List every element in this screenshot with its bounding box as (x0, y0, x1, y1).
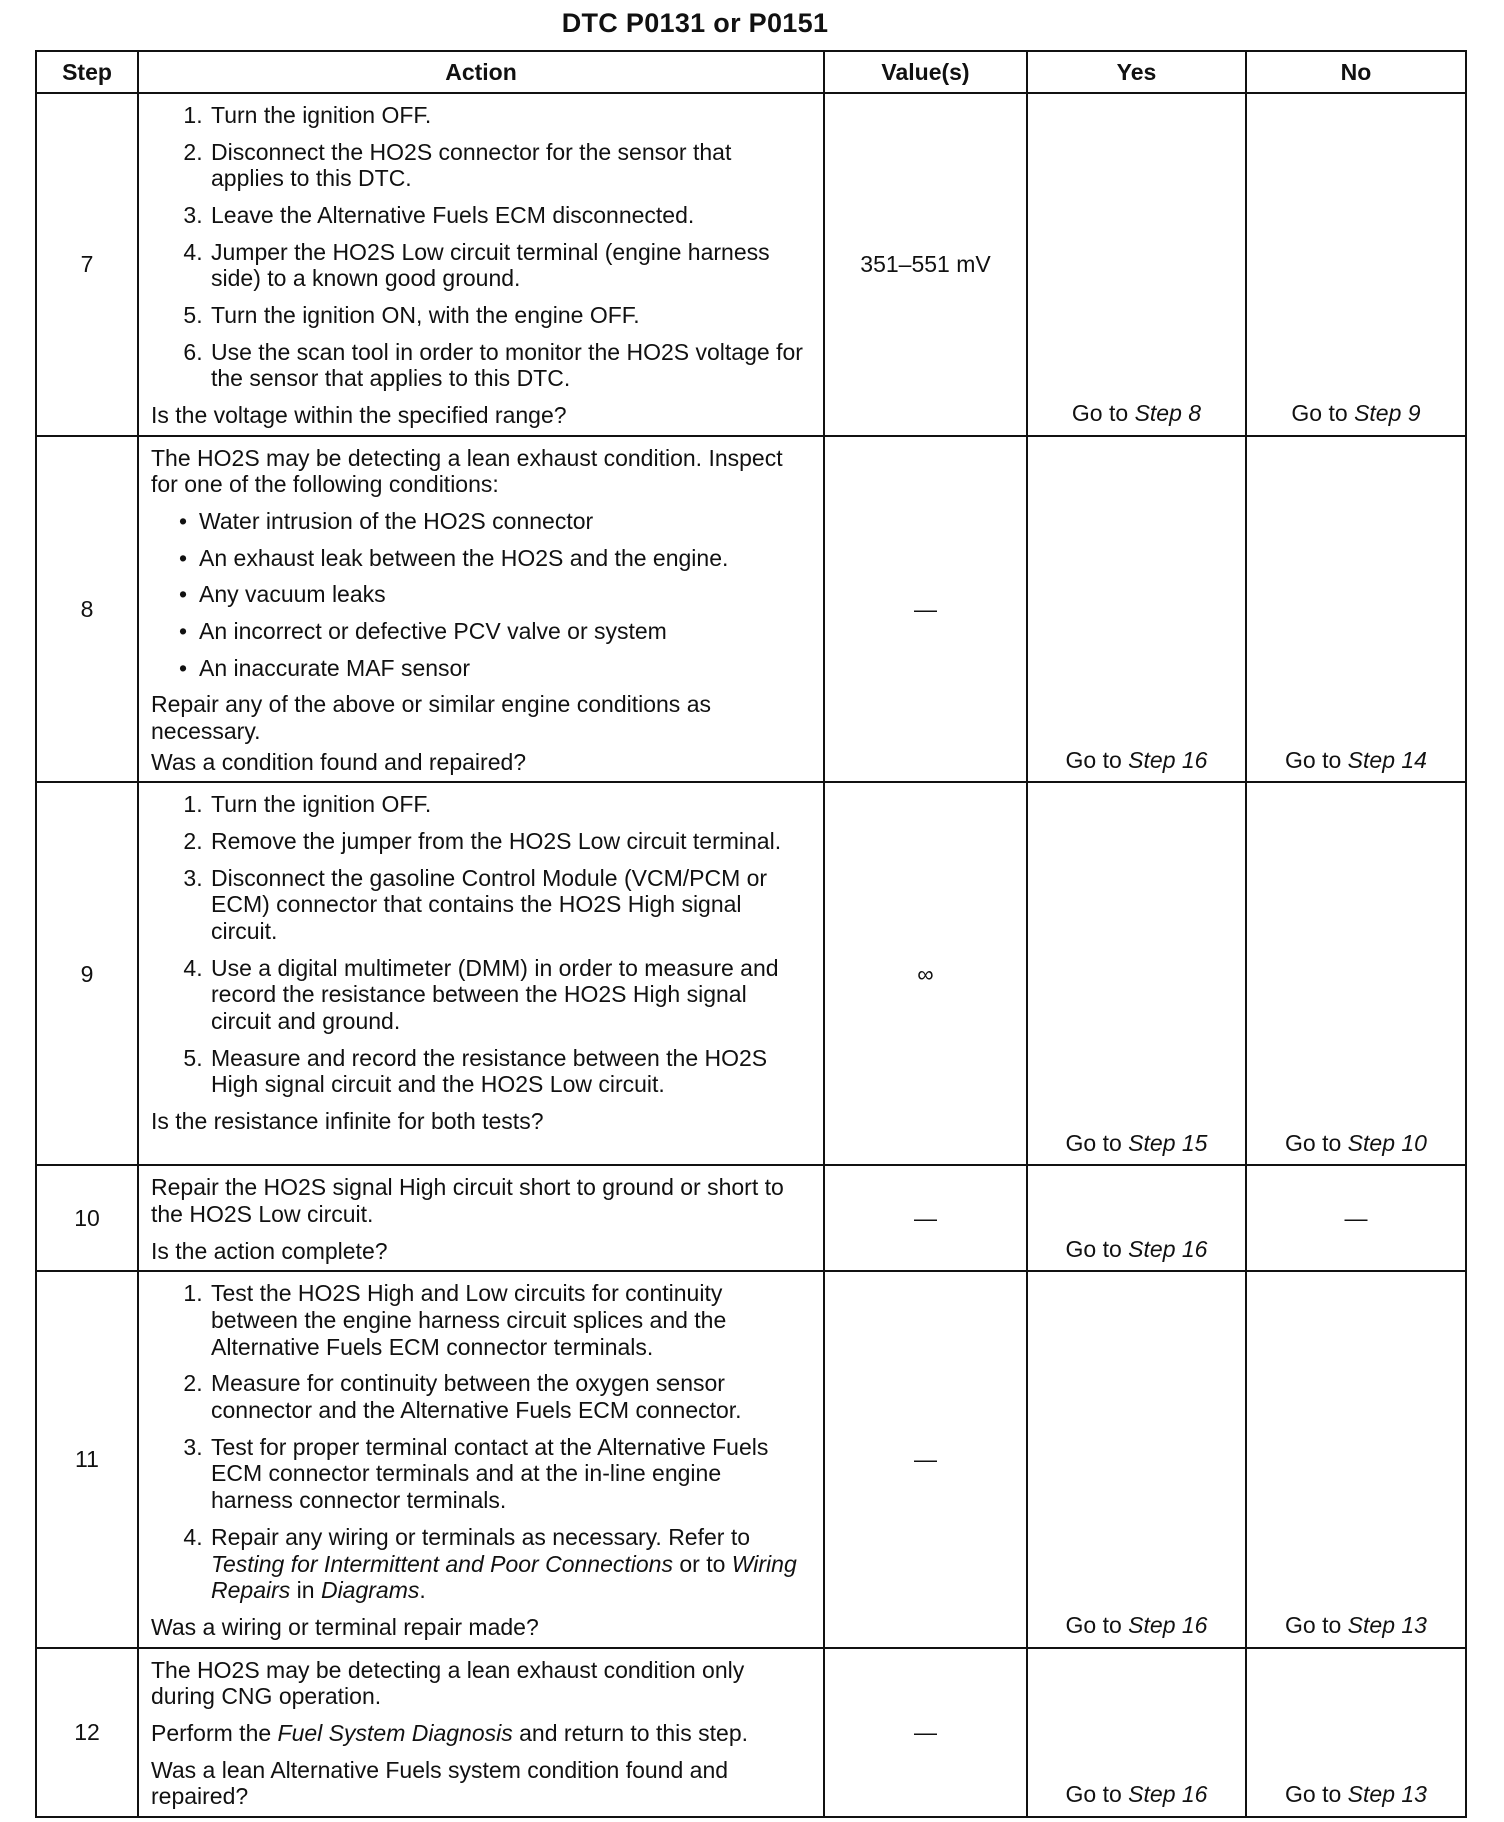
question: Is the action complete? (151, 1237, 388, 1264)
list-item: 3. Leave the Alternative Fuels ECM disconnected. (209, 202, 809, 229)
no-link[interactable]: Step 14 (1347, 746, 1427, 773)
table-row (36, 1165, 1466, 1271)
header-row (36, 51, 1466, 93)
header-values: Value(s) (824, 51, 1027, 93)
header-yes: Yes (1027, 51, 1246, 93)
value-cell: ∞ (824, 782, 1027, 1165)
list-item (209, 1524, 809, 1604)
no-link[interactable]: Step 9 (1354, 400, 1421, 427)
perform-c: and return to this step. (519, 1719, 748, 1746)
yes-link[interactable]: Step 16 (1128, 1781, 1208, 1808)
yes-cell (1027, 93, 1246, 436)
fuel-system-diagnosis-ref[interactable]: Fuel System Diagnosis (277, 1719, 513, 1746)
yes-link[interactable]: Step 16 (1128, 1611, 1208, 1638)
yes-cell (1027, 436, 1246, 783)
question: Was a condition found and repaired? (151, 748, 527, 775)
yes-prefix: Go to (1065, 1781, 1122, 1808)
perform-text (151, 1720, 809, 1747)
no-prefix: Go to (1291, 400, 1348, 427)
item4-ref-intermittent[interactable]: Testing for Intermittent and Poor Connections (211, 1550, 673, 1577)
step-number: 7 (36, 93, 138, 436)
question: Is the voltage within the specified range? (151, 402, 567, 429)
question: Is the resistance infinite for both tests? (151, 1108, 544, 1135)
yes-cell (1027, 782, 1246, 1165)
item4-text-g: . (419, 1577, 426, 1604)
value-cell: — (824, 1165, 1027, 1271)
list-item: • Any vacuum leaks (199, 581, 809, 608)
table-row (36, 436, 1466, 783)
action-steps (151, 102, 809, 392)
no-cell (1246, 1648, 1466, 1817)
table-row (36, 93, 1466, 436)
action-steps (151, 1280, 809, 1603)
question: Was a lean Alternative Fuels system condition found and repaired? (151, 1756, 729, 1810)
no-cell (1246, 1271, 1466, 1647)
intro-text: The HO2S may be detecting a lean exhaust condition only during CNG operation. (151, 1656, 745, 1710)
list-item: 2. Disconnect the HO2S connector for the sensor that applies to this DTC. (209, 139, 809, 192)
yes-link[interactable]: Step 8 (1134, 400, 1202, 427)
item4-ref-wiring[interactable]: Wiring Repairs (211, 1550, 797, 1604)
yes-cell (1027, 1648, 1246, 1817)
no-prefix: Go to (1285, 746, 1342, 773)
yes-prefix: Go to (1065, 1129, 1122, 1156)
list-item: 2. Remove the jumper from the HO2S Low circuit terminal. (209, 828, 809, 855)
header-step: Step (36, 51, 138, 93)
step-number: 11 (36, 1271, 138, 1647)
intro-text: The HO2S may be detecting a lean exhaust condition. Inspect for one of the following conditions: (151, 444, 783, 498)
list-item: 1. Test the HO2S High and Low circuits for continuity between the engine harness circuit splices and the Alternative Fuels ECM connector terminals. (209, 1280, 809, 1360)
list-item: 5. Measure and record the resistance between the HO2S High signal circuit and the HO2S Low circuit. (209, 1045, 809, 1098)
step-number: 8 (36, 436, 138, 783)
no-cell (1246, 782, 1466, 1165)
list-item: 3. Test for proper terminal contact at the Alternative Fuels ECM connector terminals and at the in-line engine harness connector terminals. (209, 1434, 809, 1514)
list-item: • An exhaust leak between the HO2S and the engine. (199, 545, 809, 572)
no-cell: — (1246, 1165, 1466, 1271)
value-cell: — (824, 1648, 1027, 1817)
yes-cell (1027, 1165, 1246, 1271)
list-item: 3. Disconnect the gasoline Control Module (VCM/PCM or ECM) connector that contains the HO2S High signal circuit. (209, 865, 809, 945)
value-cell: — (824, 436, 1027, 783)
no-prefix: Go to (1285, 1781, 1342, 1808)
outro-text: Repair any of the above or similar engine conditions as necessary. (151, 691, 711, 745)
yes-prefix: Go to (1065, 1235, 1122, 1262)
table-row (36, 782, 1466, 1165)
header-action: Action (138, 51, 824, 93)
table-row (36, 1648, 1466, 1817)
header-no: No (1246, 51, 1466, 93)
table-row (36, 1271, 1466, 1647)
value-cell: 351–551 mV (824, 93, 1027, 436)
no-link[interactable]: Step 10 (1347, 1129, 1427, 1156)
question: Was a wiring or terminal repair made? (151, 1613, 539, 1640)
list-item: 5. Turn the ignition ON, with the engine OFF. (209, 302, 809, 329)
list-item: 1. Turn the ignition OFF. (209, 791, 809, 818)
value-cell: — (824, 1271, 1027, 1647)
no-cell (1246, 93, 1466, 436)
item4-text-e: in (296, 1577, 315, 1604)
item4-text-a: Repair any wiring or terminals as necessary. Refer to (211, 1523, 751, 1550)
list-item: • An incorrect or defective PCV valve or system (199, 618, 809, 645)
item4-text-c: or to (679, 1550, 726, 1577)
no-cell (1246, 436, 1466, 783)
perform-a: Perform the (151, 1719, 272, 1746)
yes-cell (1027, 1271, 1246, 1647)
page-title: DTC P0131 or P0151 (561, 8, 829, 38)
no-link[interactable]: Step 13 (1347, 1611, 1427, 1638)
step-number: 12 (36, 1648, 138, 1817)
yes-link[interactable]: Step 16 (1128, 746, 1208, 773)
yes-prefix: Go to (1065, 746, 1122, 773)
action-cell (138, 1165, 824, 1271)
no-prefix: Go to (1285, 1611, 1342, 1638)
yes-link[interactable]: Step 16 (1128, 1235, 1208, 1262)
action-cell (138, 93, 824, 436)
list-item: 6. Use the scan tool in order to monitor the HO2S voltage for the sensor that applies to this DTC. (209, 339, 809, 392)
no-link[interactable]: Step 13 (1347, 1781, 1427, 1808)
action-steps (151, 791, 809, 1098)
list-item: 2. Measure for continuity between the oxygen sensor connector and the Alternative Fuels ECM connector. (209, 1370, 809, 1423)
step-number: 10 (36, 1165, 138, 1271)
condition-list (151, 508, 809, 681)
no-prefix: Go to (1285, 1129, 1342, 1156)
list-item: 4. Jumper the HO2S Low circuit terminal (engine harness side) to a known good ground. (209, 239, 809, 292)
step-number: 9 (36, 782, 138, 1165)
item4-ref-diagrams[interactable]: Diagrams (320, 1577, 420, 1604)
action-cell (138, 1648, 824, 1817)
action-cell (138, 1271, 824, 1647)
intro-text: Repair the HO2S signal High circuit short to ground or short to the HO2S Low circuit. (151, 1174, 784, 1228)
list-item: • Water intrusion of the HO2S connector (199, 508, 809, 535)
action-cell (138, 436, 824, 783)
yes-link[interactable]: Step 15 (1128, 1129, 1208, 1156)
list-item: • An inaccurate MAF sensor (199, 655, 809, 682)
diagnostic-table (35, 50, 1467, 1818)
action-cell (138, 782, 824, 1165)
list-item: 1. Turn the ignition OFF. (209, 102, 809, 129)
yes-prefix: Go to (1065, 1611, 1122, 1638)
list-item: 4. Use a digital multimeter (DMM) in order to measure and record the resistance between the HO2S High signal circuit and ground. (209, 955, 809, 1035)
yes-prefix: Go to (1071, 400, 1129, 427)
